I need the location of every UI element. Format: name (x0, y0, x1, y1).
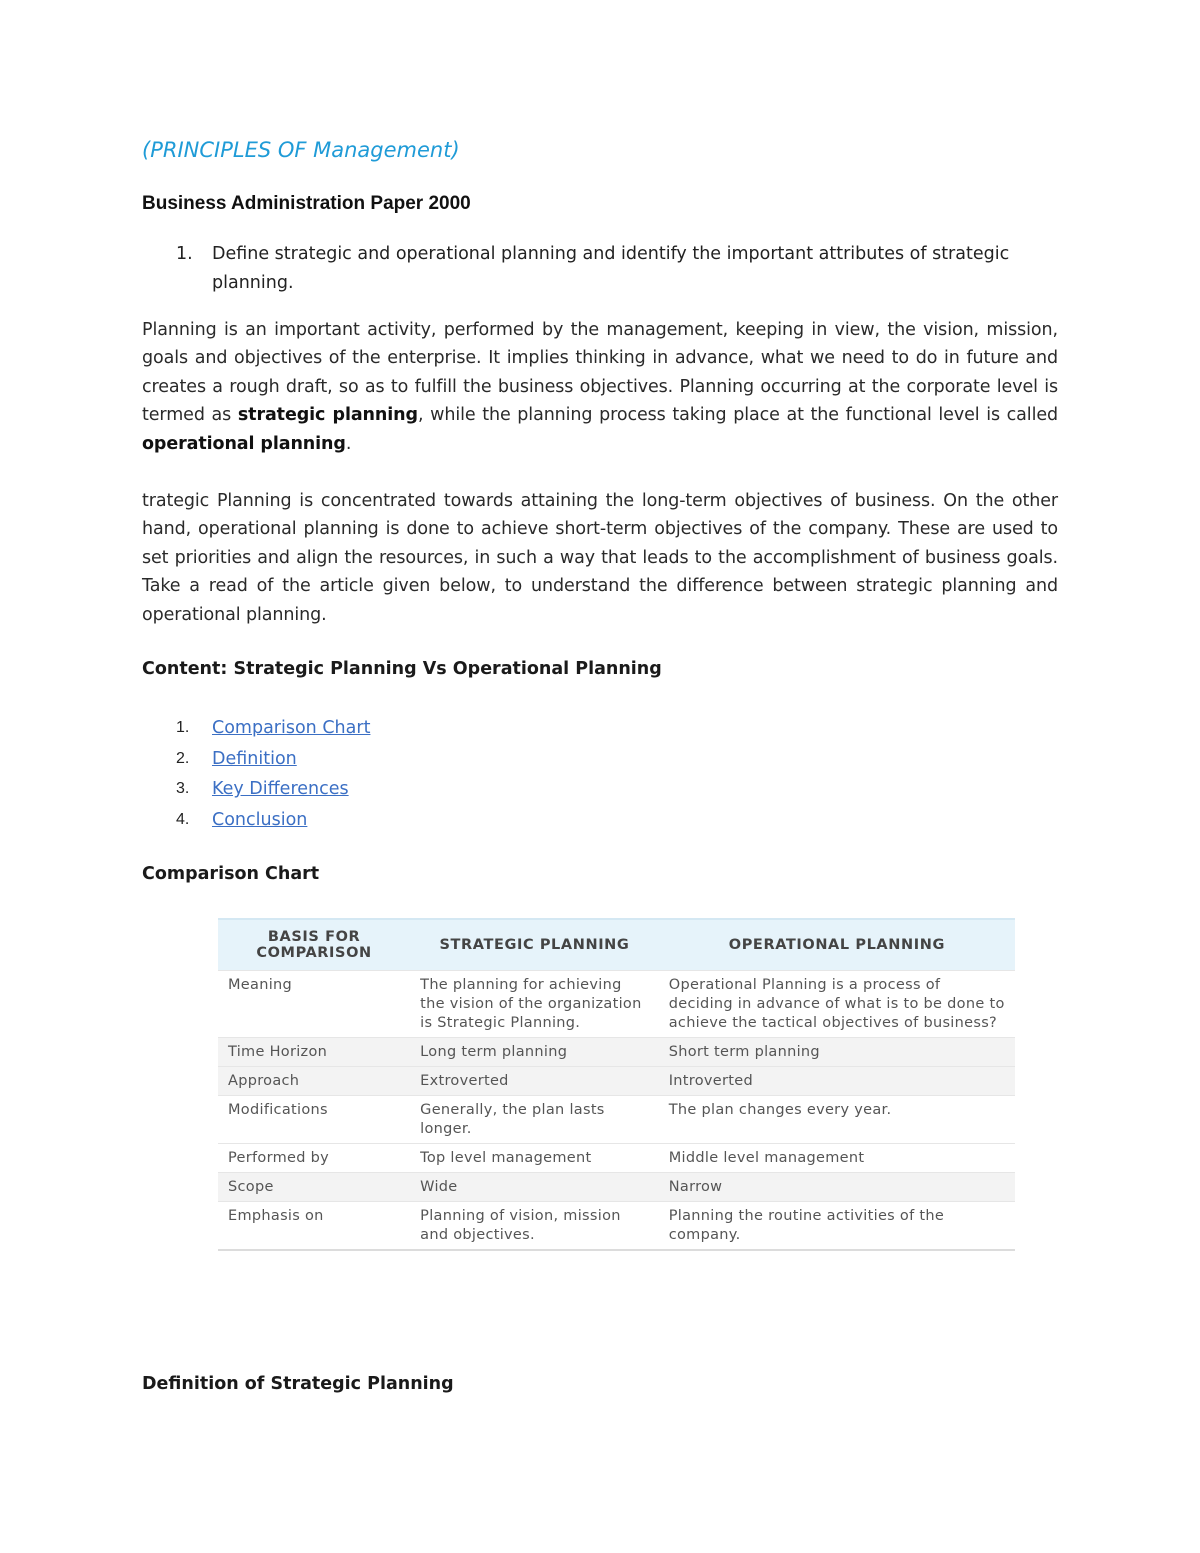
paragraph-strategic: trategic Planning is concentrated towards attaining the long-term objectives of business. On the other hand, operational planning is done to achieve short-term objectives of the company. These are used to set priorities and align the resources, in such a way that leads to the accomplishment of business goals. Take a read of the article given below, to understand the difference between strategic planning and operational planning. (142, 491, 1058, 625)
table-row (218, 1067, 1015, 1096)
table-row (218, 1038, 1015, 1067)
paragraph-planning (142, 316, 1058, 458)
table-row (218, 1144, 1015, 1173)
toc-item (142, 805, 742, 836)
paragraph-text: . (345, 433, 352, 454)
cell-basis: Approach (218, 1067, 410, 1096)
paragraph-text: , while the planning process taking place at the functional level is called (417, 405, 1059, 426)
cell-operational: Short term planning (659, 1038, 1015, 1067)
table-row (218, 1202, 1015, 1251)
cell-strategic: Planning of vision, mission and objectives. (410, 1202, 659, 1251)
cell-strategic: Long term planning (410, 1038, 659, 1067)
toc-link-key-differences[interactable]: Key Differences (212, 779, 349, 800)
comparison-chart-heading: Comparison Chart (142, 864, 320, 884)
paper-heading: Business Administration Paper 2000 (142, 193, 471, 214)
toc-number: 4. (176, 810, 190, 828)
document-title: (PRINCIPLES OF Management) (142, 138, 460, 162)
cell-operational: Middle level management (659, 1144, 1015, 1173)
toc-link-definition[interactable]: Definition (212, 748, 297, 769)
cell-operational: Narrow (659, 1173, 1015, 1202)
toc-item (142, 744, 742, 775)
table-row (218, 1173, 1015, 1202)
cell-operational: Operational Planning is a process of deciding in advance of what is to be done to achieve the tactical objectives of business? (659, 971, 1015, 1038)
cell-basis: Performed by (218, 1144, 410, 1173)
definition-heading: Definition of Strategic Planning (142, 1374, 454, 1394)
paragraph-text: Planning is an important activity, performed by the management, keeping in view, the vision, mission, goals and objectives of the enterprise. It implies thinking in advance, what we need to do in future and creates a rough draft, so as to fulfill the business objectives. Planning occurring at the corporate level is termed as (142, 320, 1058, 426)
cell-strategic: Wide (410, 1173, 659, 1202)
header-basis: BASIS FOR COMPARISON (218, 919, 410, 971)
question-list (142, 240, 1032, 298)
cell-strategic: The planning for achieving the vision of the organization is Strategic Planning. (410, 971, 659, 1038)
cell-operational: Planning the routine activities of the company. (659, 1202, 1015, 1251)
question-text: Define strategic and operational planning and identify the important attributes of strategic planning. (212, 244, 1010, 293)
cell-strategic: Generally, the plan lasts longer. (410, 1096, 659, 1144)
bold-term-operational: operational planning (142, 433, 346, 454)
table-of-contents (142, 713, 742, 835)
toc-item (142, 774, 742, 805)
table-row (218, 971, 1015, 1038)
cell-basis: Modifications (218, 1096, 410, 1144)
toc-link-conclusion[interactable]: Conclusion (212, 809, 308, 830)
header-strategic: STRATEGIC PLANNING (410, 919, 659, 971)
cell-strategic: Top level management (410, 1144, 659, 1173)
cell-basis: Emphasis on (218, 1202, 410, 1251)
cell-operational: The plan changes every year. (659, 1096, 1015, 1144)
table-header-row (218, 919, 1015, 971)
content-heading: Content: Strategic Planning Vs Operational Planning (142, 659, 662, 679)
cell-operational: Introverted (659, 1067, 1015, 1096)
toc-number: 3. (176, 780, 190, 798)
cell-basis: Scope (218, 1173, 410, 1202)
header-operational: OPERATIONAL PLANNING (659, 919, 1015, 971)
cell-strategic: Extroverted (410, 1067, 659, 1096)
question-number: 1. (176, 244, 193, 264)
toc-link-comparison-chart[interactable]: Comparison Chart (212, 718, 371, 739)
toc-number: 1. (176, 719, 190, 737)
cell-basis: Time Horizon (218, 1038, 410, 1067)
question-item (142, 240, 1032, 298)
table-row (218, 1096, 1015, 1144)
toc-item (142, 713, 742, 744)
bold-term-strategic: strategic planning (237, 405, 418, 426)
toc-number: 2. (176, 749, 190, 767)
comparison-table (218, 918, 1015, 1251)
cell-basis: Meaning (218, 971, 410, 1038)
